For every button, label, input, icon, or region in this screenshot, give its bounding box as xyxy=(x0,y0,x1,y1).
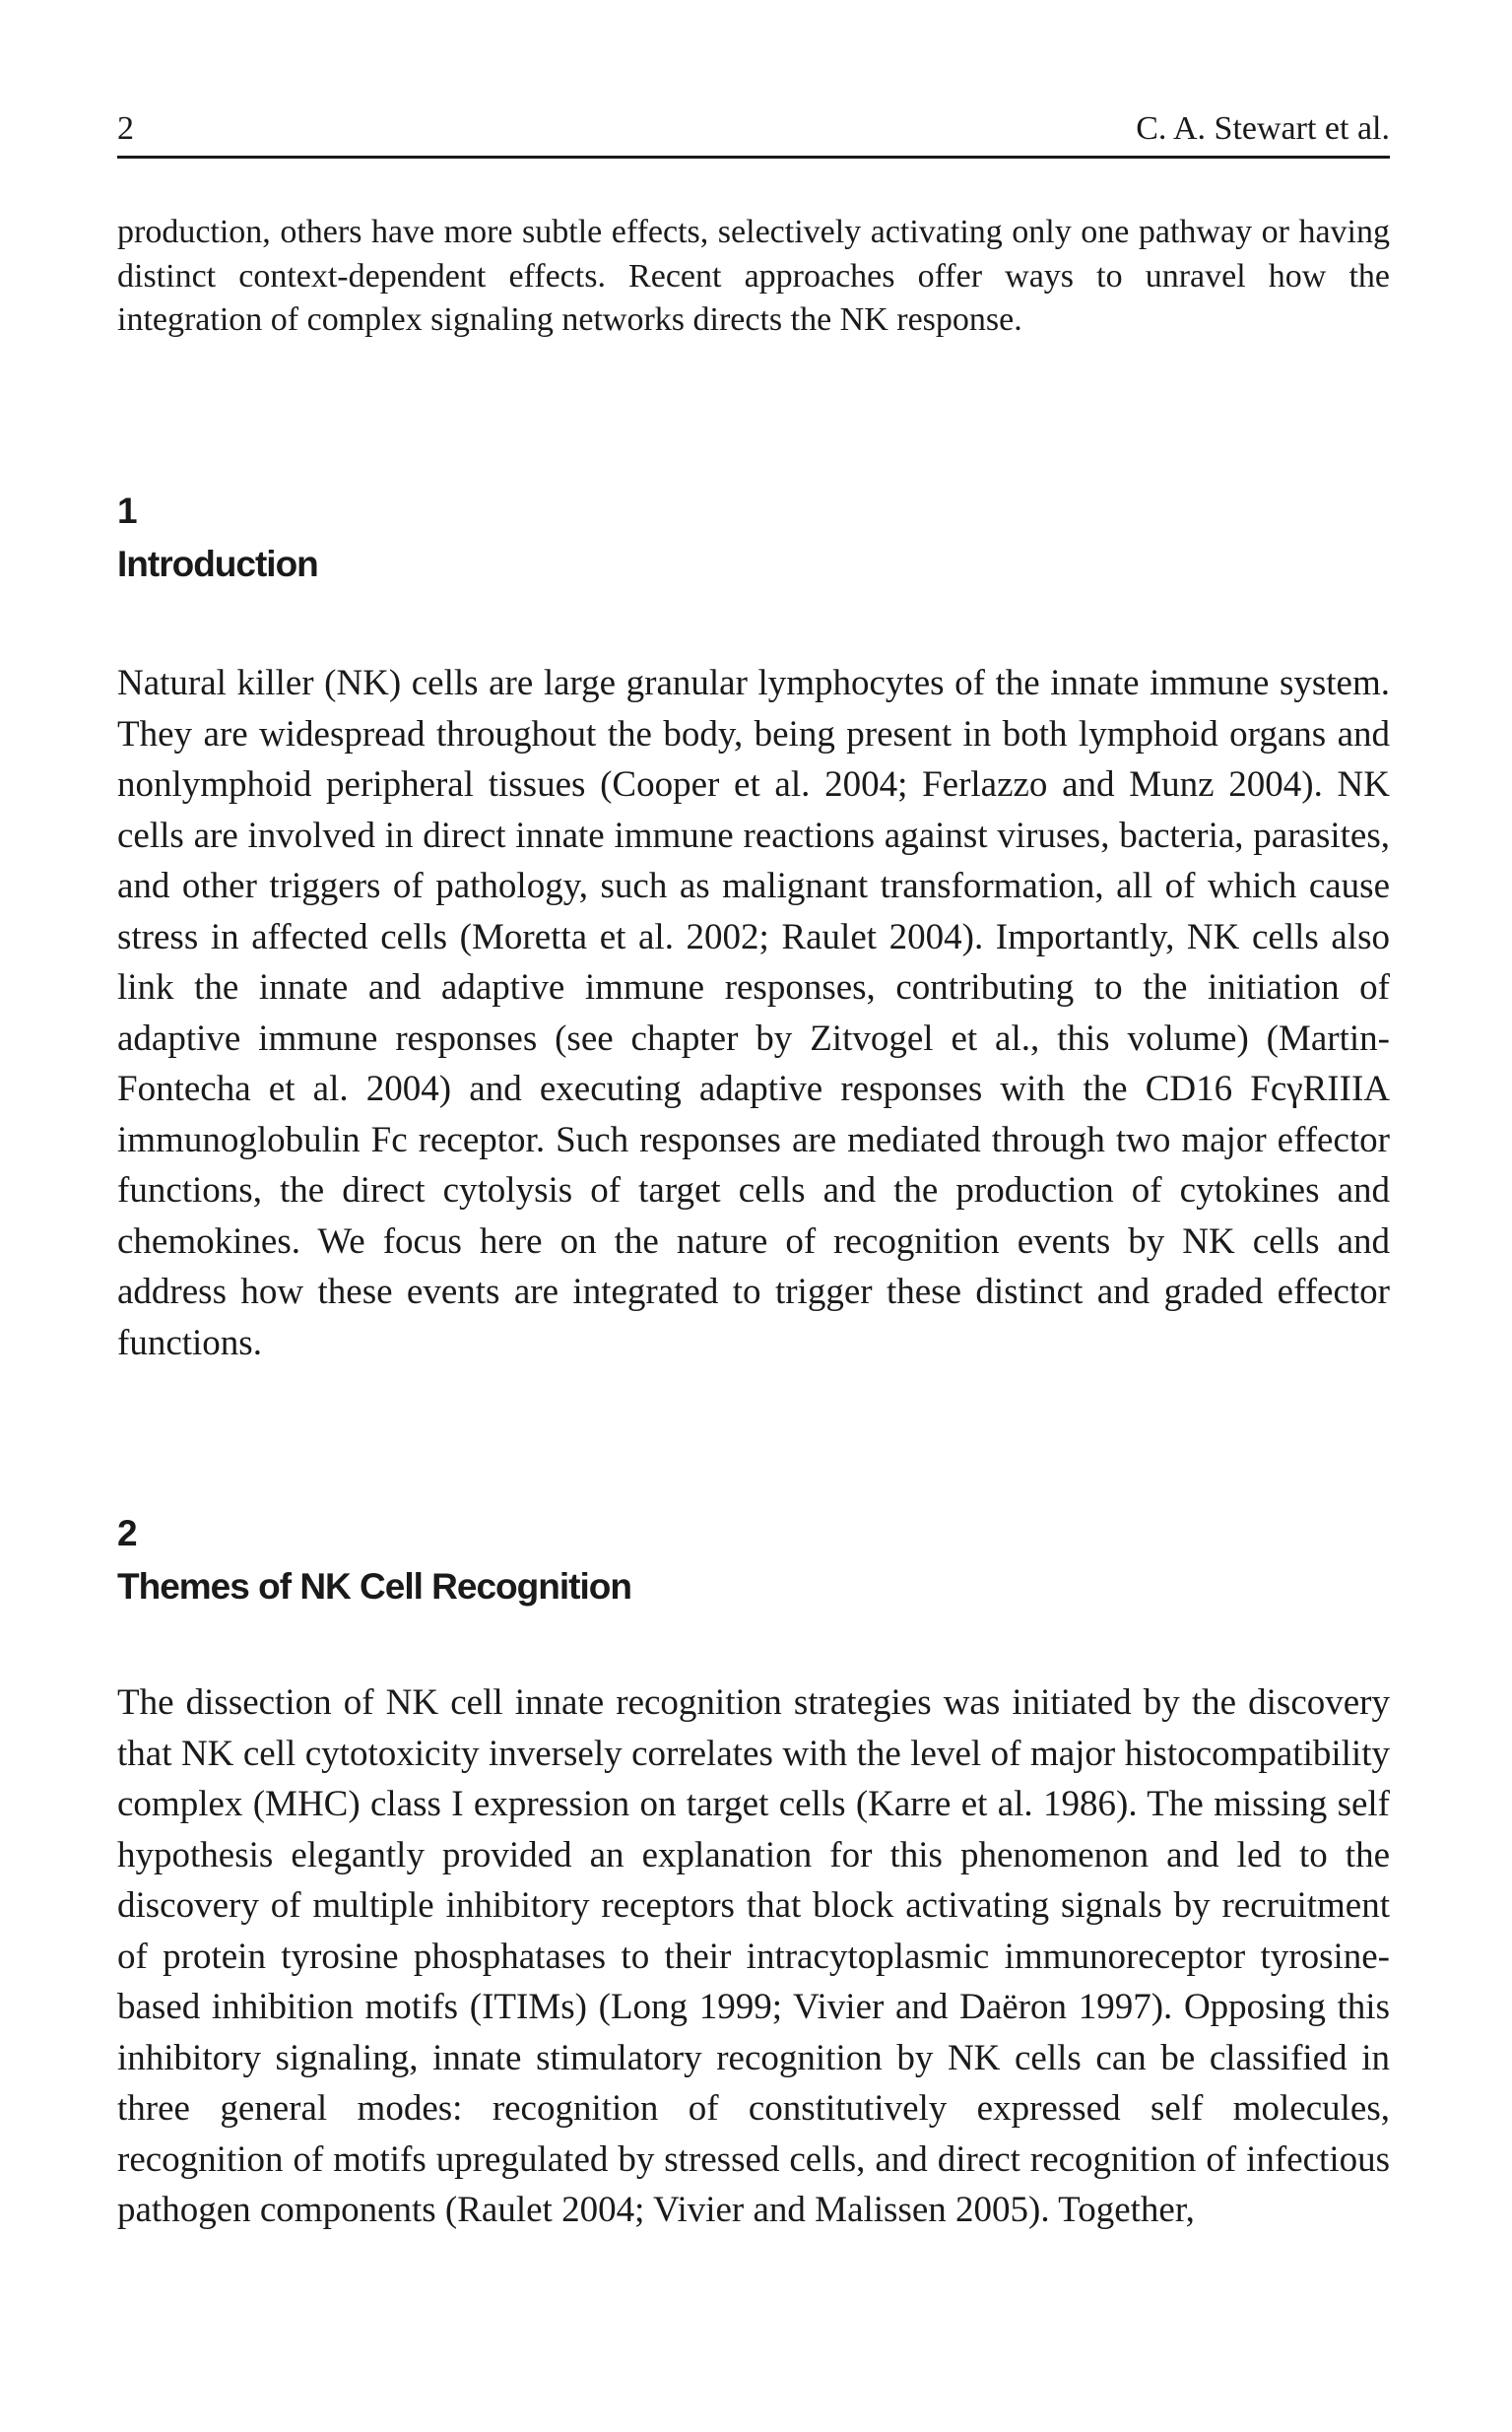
section-heading-introduction xyxy=(117,485,318,591)
section-number: 2 xyxy=(117,1513,137,1553)
running-head-authors: C. A. Stewart et al. xyxy=(1136,110,1390,147)
continued-paragraph: production, others have more subtle effects, selectively activating only one pathway or having distinct context-dependent effects. Recent approaches offer ways to unravel how the integration of complex signaling networks directs the NK response. xyxy=(117,214,1390,338)
section-title: Themes of NK Cell Recognition xyxy=(117,1566,631,1607)
section-number: 1 xyxy=(117,491,137,531)
page-number: 2 xyxy=(117,110,134,147)
section-title: Introduction xyxy=(117,544,318,584)
section-heading-themes xyxy=(117,1507,631,1613)
running-head xyxy=(117,106,1390,159)
themes-paragraph: The dissection of NK cell innate recognition strategies was initiated by the discovery that NK cell cytotoxicity inversely correlates with the level of major histocompatibility complex (MHC) class I expression on target cells (Karre et al. 1986). The missing self hypothesis elegantly provided an explanation for this phenomenon and led to the discovery of multiple inhibitory receptors that block activating signals by recruitment of protein tyrosine phosphatases to their intracytoplasmic immunoreceptor tyrosine-based inhibition motifs (ITIMs) (Long 1999; Vivier and Daëron 1997). Opposing this inhibitory signaling, innate stimulatory recognition by NK cells can be classified in three general modes: recognition of constitutively expressed self molecules, recognition of motifs upregulated by stressed cells, and direct recognition of infectious pathogen components (Raulet 2004; Vivier and Malissen 2005). Together, xyxy=(117,1682,1390,2230)
introduction-paragraph: Natural killer (NK) cells are large granular lymphocytes of the innate immune system. They are widespread throughout the body, being present in both lymphoid organs and nonlymphoid peripheral tissues (Cooper et al. 2004; Ferlazzo and Munz 2004). NK cells are involved in direct innate immune reactions against viruses, bacteria, parasites, and other triggers of pathology, such as malignant transformation, all of which cause stress in affected cells (Moretta et al. 2002; Raulet 2004). Importantly, NK cells also link the innate and adaptive immune responses, contributing to the initiation of adaptive immune responses (see chapter by Zitvogel et al., this volume) (Martin-Fontecha et al. 2004) and executing adaptive responses with the CD16 FcγRIIIA immunoglobulin Fc receptor. Such responses are mediated through two major effector functions, the direct cytolysis of target cells and the production of cytokines and chemokines. We focus here on the nature of recognition events by NK cells and address how these events are integrated to trigger these distinct and graded effector functions. xyxy=(117,663,1390,1363)
